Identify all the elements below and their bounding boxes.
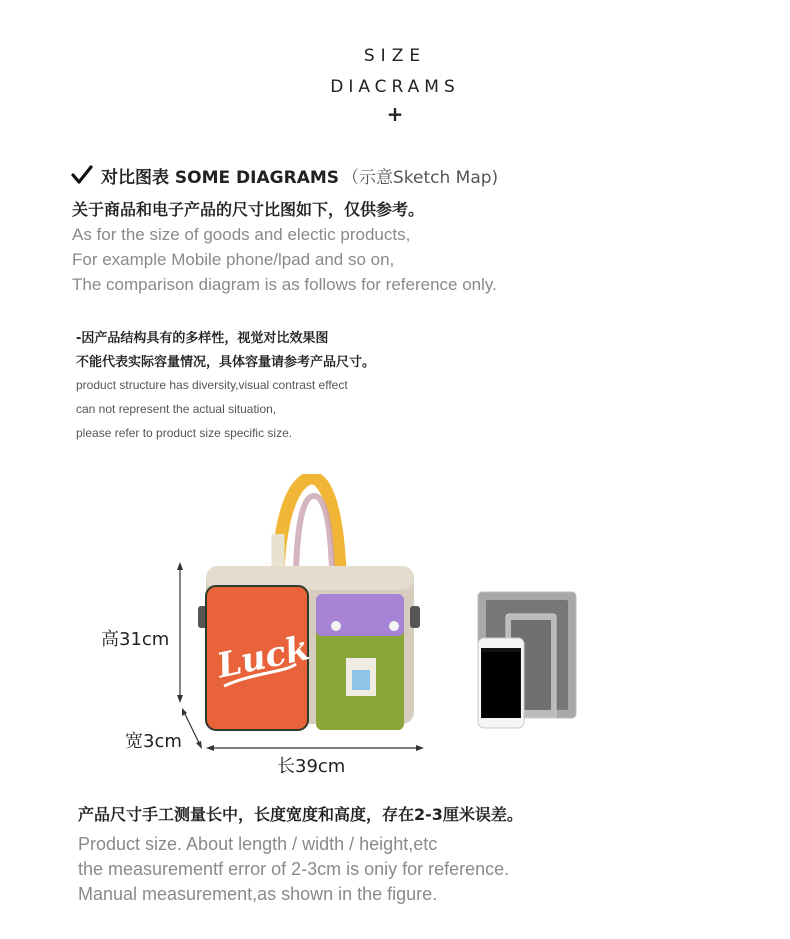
note-zh-line: 不能代表实际容量情况，具体容量请参考产品尺寸。 xyxy=(76,355,376,370)
bag-illustration xyxy=(196,474,422,736)
intro-en-line: For example Mobile phone/lpad and so on, xyxy=(72,250,395,269)
bottom-note-en-line: Manual measurement,as shown in the figure. xyxy=(78,884,438,904)
length-label: 长39cm xyxy=(277,756,346,777)
width-label: 宽3cm xyxy=(125,731,182,752)
device-comparison xyxy=(476,590,578,730)
diagrams-title: 对比图表 SOME DIAGRAMS xyxy=(101,168,340,188)
heading-line-diagrams: DIACRAMS xyxy=(330,77,460,97)
check-icon xyxy=(71,163,93,185)
note-en-line: product structure has diversity,visual contrast effect xyxy=(76,378,348,392)
bottom-note-en-line: the measurementf error of 2-3cm is oniy for reference. xyxy=(78,859,510,879)
heading-line-size: SIZE xyxy=(363,46,427,66)
note-en-line: can not represent the actual situation, xyxy=(76,402,277,416)
height-label: 高31cm xyxy=(101,629,170,650)
plus-icon: + xyxy=(386,102,404,126)
note-zh-line: -因产品结构具有的多样性，视觉对比效果图 xyxy=(76,331,329,346)
intro-en-line: The comparison diagram is as follows for reference only. xyxy=(72,275,497,294)
intro-en-line: As for the size of goods and electic products, xyxy=(72,225,411,244)
note-en-line: please refer to product size specific size. xyxy=(76,426,293,440)
bag-logo-text: Luck xyxy=(213,628,313,687)
bottom-note-en-line: Product size. About length / width / height,etc xyxy=(78,834,438,854)
intro-zh: 关于商品和电子产品的尺寸比图如下，仅供参考。 xyxy=(72,200,425,219)
bottom-note-zh: 产品尺寸手工测量长中，长度宽度和高度，存在2-3厘米误差。 xyxy=(78,805,523,824)
diagrams-subtitle: （示意Sketch Map) xyxy=(342,168,499,188)
